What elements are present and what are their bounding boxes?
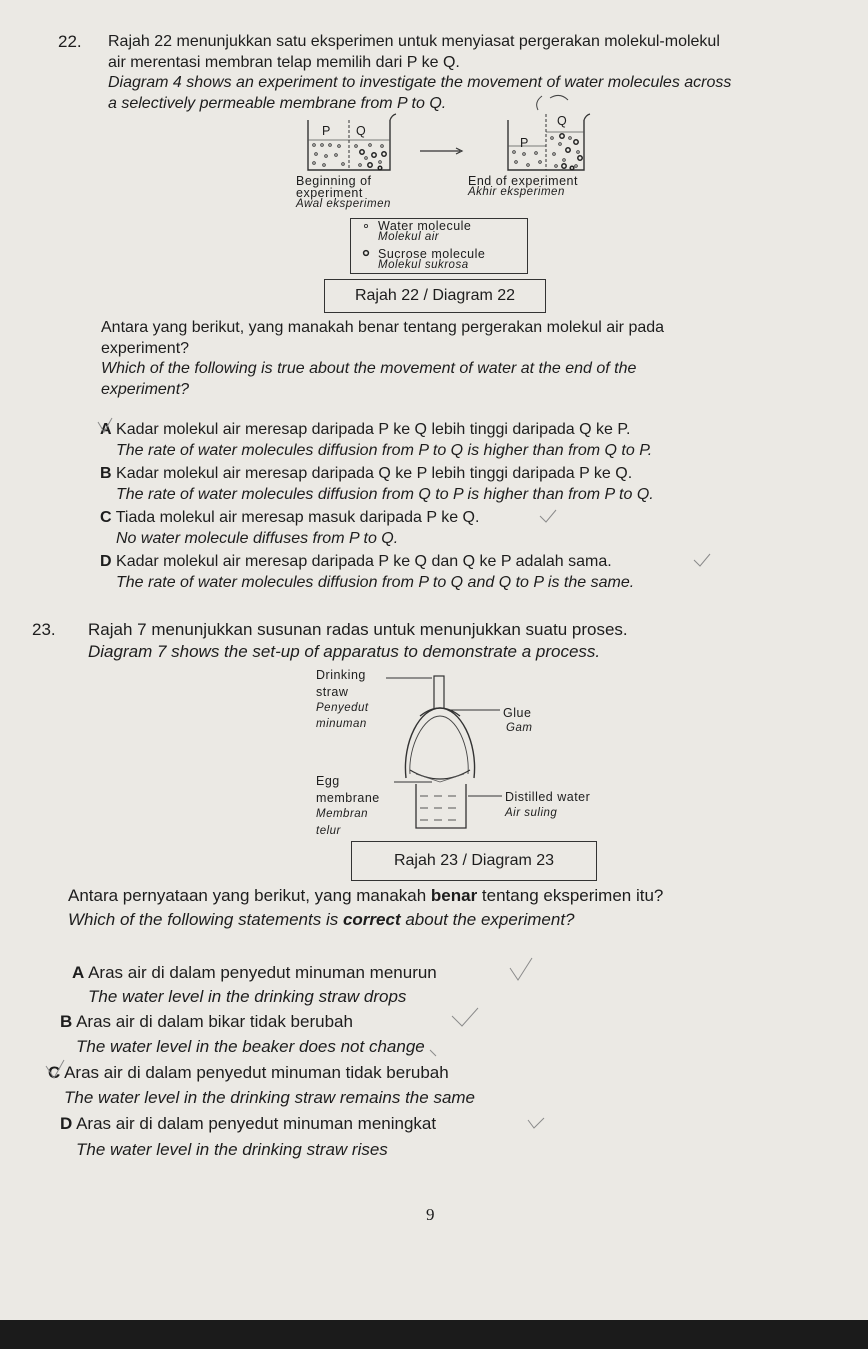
q23-question-ms-post: tentang eksperimen itu? (477, 886, 664, 905)
q22-beginning-label-en-1: Beginning of (296, 174, 372, 188)
q22-beginning-label-en-2: experiment (296, 186, 363, 200)
q23-label-egg-ms-1: Membran (316, 808, 369, 820)
q22-number: 22. (58, 32, 82, 51)
q22-option-a-ms: Kadar molekul air meresap daripada P ke Q lebih tinggi daripada Q ke P. (116, 421, 631, 438)
q23-question-en-key: correct (342, 910, 401, 929)
q22-option-b-letter: B (100, 465, 112, 482)
q22-legend-sucrose-en: Sucrose molecule (378, 247, 486, 261)
q22-question-ms-line2: experiment? (101, 340, 190, 357)
q22-option-a-letter: A (100, 421, 112, 438)
q22-option-b-en: The rate of water molecules diffusion from Q to P is higher than from P to Q. (116, 486, 654, 503)
q23-label-egg-en-1: Egg (316, 774, 340, 788)
q23-label-straw-en-1: Drinking (316, 668, 366, 682)
q22-label-q-beginning: Q (356, 124, 367, 138)
q23-stem-en: Diagram 7 shows the set-up of apparatus to demonstrate a process. (88, 642, 601, 661)
q23-label-egg-ms-2: telur (316, 825, 341, 837)
q22-stem-en-line1: Diagram 4 shows an experiment to investigate the movement of water molecules across (108, 74, 732, 91)
q22-option-d-en: The rate of water molecules diffusion from P to Q and Q to P is the same. (116, 574, 635, 591)
q22-legend-water-en: Water molecule (378, 219, 472, 233)
q23-label-glue-en: Glue (503, 706, 532, 720)
q23-stem-ms: Rajah 7 menunjukkan susunan radas untuk menunjukkan suatu proses. (88, 620, 628, 639)
q23-option-c-ms: Aras air di dalam penyedut minuman tidak berubah (64, 1063, 449, 1082)
q22-end-label-en: End of experiment (468, 174, 578, 188)
q23-diagram-caption-text: Rajah 23 / Diagram 23 (393, 852, 555, 869)
q22-option-b-ms: Kadar molekul air meresap daripada Q ke P lebih tinggi daripada P ke Q. (116, 465, 633, 482)
q22-stem-ms-line1: Rajah 22 menunjukkan satu eksperimen untuk menyiasat pergerakan molekul-molekul (108, 33, 720, 50)
q23-label-water-ms: Air suling (505, 807, 558, 819)
q23-option-a-en: The water level in the drinking straw drops (88, 987, 407, 1006)
q23-option-b-letter: B (60, 1012, 73, 1031)
q22-question-en-line2: experiment? (101, 381, 190, 398)
page-number: 9 (426, 1205, 435, 1224)
q22-option-c-ms: Tiada molekul air meresap masuk daripada P ke Q. (115, 509, 480, 526)
q22-option-d-ms: Kadar molekul air meresap daripada P ke Q dan Q ke P adalah sama. (116, 553, 612, 570)
q23-question-ms-pre: Antara pernyataan yang berikut, yang manakah (68, 886, 431, 905)
q22-option-a-en: The rate of water molecules diffusion from P to Q is higher than from Q to P. (116, 442, 653, 459)
q23-option-d-en: The water level in the drinking straw rises (76, 1140, 388, 1159)
q23-question-en-pre: Which of the following statements is (68, 910, 343, 929)
q23-label-water-en: Distilled water (505, 790, 591, 804)
q23-option-c-letter: C (48, 1063, 61, 1082)
q23-label-straw-ms-1: Penyedut (316, 702, 369, 714)
q22-option-c-en: No water molecule diffuses from P to Q. (116, 530, 399, 547)
q22-diagram-caption-text: Rajah 22 / Diagram 22 (354, 287, 516, 304)
q23-option-a-ms: Aras air di dalam penyedut minuman menurun (88, 963, 437, 982)
q22-option-c-letter: C (100, 509, 112, 526)
q22-label-p-beginning: P (322, 124, 331, 138)
q22-question-ms-line1: Antara yang berikut, yang manakah benar tentang pergerakan molekul air pada (101, 319, 665, 336)
q23-option-d-letter: D (60, 1114, 73, 1133)
q23-question-en-post: about the experiment? (400, 910, 575, 929)
q22-beginning-label-ms: Awal eksperimen (296, 198, 391, 210)
q23-label-straw-ms-2: minuman (316, 718, 367, 730)
q22-legend-sucrose-ms: Molekul sukrosa (378, 259, 469, 271)
q22-question-en-line1: Which of the following is true about the movement of water at the end of the (101, 360, 637, 377)
q23-option-c-en: The water level in the drinking straw remains the same (64, 1088, 476, 1107)
q23-question-ms-key: benar (430, 886, 478, 905)
q22-label-p-end: P (520, 136, 529, 150)
q22-end-label-ms: Akhir eksperimen (468, 186, 565, 198)
q23-label-glue-ms: Gam (506, 722, 533, 734)
q22-label-q-end: Q (557, 114, 568, 128)
q22-stem-en-line2: a selectively permeable membrane from P to Q. (108, 95, 447, 112)
q23-number: 23. (32, 620, 56, 639)
q23-option-b-en: The water level in the beaker does not change (76, 1037, 425, 1056)
q23-option-b-ms: Aras air di dalam bikar tidak berubah (76, 1012, 353, 1031)
q23-label-straw-en-2: straw (316, 685, 349, 699)
dark-bottom-edge (0, 1320, 868, 1349)
q23-option-d-ms: Aras air di dalam penyedut minuman meningkat (76, 1114, 437, 1133)
q22-stem-ms-line2: air merentasi membran telap memilih dari P ke Q. (108, 54, 460, 71)
q23-option-a-letter: A (72, 963, 85, 982)
q22-option-d-letter: D (100, 553, 112, 570)
q22-legend-water-ms: Molekul air (378, 231, 440, 243)
q23-label-egg-en-2: membrane (316, 791, 380, 805)
